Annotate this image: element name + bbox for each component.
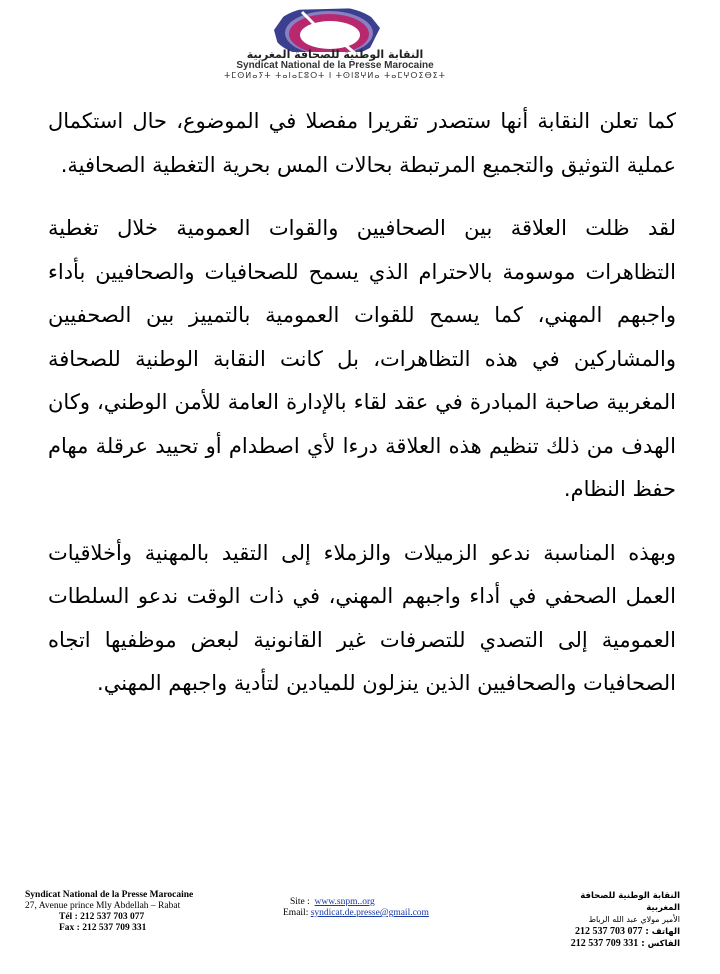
email-label: Email: <box>283 908 309 918</box>
org-name-french: Syndicat National de la Presse Marocaine <box>236 60 434 71</box>
org-name-tifinagh: ⵜⵎⵙⵍⴰⵢⵜ ⵜⴰⵏⴰⵎⵓⵔⵜ ⵏ ⵜⵙⵏⵓⵖⵍⴰ ⵜⴰⵎⵖⵔⵉⴱⵉⵜ <box>224 71 446 80</box>
footer-tel-fr: Tél : 212 537 703 077 <box>59 912 145 922</box>
footer-address-ar: الأمير مولاي عبد الله الرباط <box>588 915 680 924</box>
footer-web-contact <box>283 897 483 919</box>
tel-label-ar: الهاتف : <box>645 927 680 937</box>
fax-number-ar: 212 537 709 331 <box>570 938 639 949</box>
footer-address-fr: 27, Avenue prince Mly Abdellah – Rabat <box>25 901 181 911</box>
site-link[interactable]: www.snpm..org <box>314 897 375 907</box>
letterhead <box>0 0 720 90</box>
fax-label-ar: الفاكس : <box>641 939 680 949</box>
org-name-arabic: النقابة الوطنية للصحافة المغربية <box>246 48 424 61</box>
letterhead-org-names <box>220 49 450 81</box>
paragraph-report: كما تعلن النقابة أنها ستصدر تقريرا مفصلا في الموضوع، حال استكمال عملية التوثيق والتجميع المرتبطة بحالات المس بحرية التغطية الصحافية. <box>48 109 676 177</box>
letter-footer <box>0 880 720 974</box>
tel-number-ar: 212 537 703 077 <box>574 926 643 937</box>
footer-fax-ar <box>560 938 680 950</box>
footer-org-name-fr: Syndicat National de la Presse Marocaine <box>25 890 194 900</box>
paragraph-relationship: لقد ظلت العلاقة بين الصحافيين والقوات العمومية خلال تغطية التظاهرات موسومة بالاحترام الذي يسمح للصحافيات والصحافيين بأداء واجبهم المهني، كما يسمح للقوات العمومية بالتمييز بين الصحفيين والمشاركين في هذه التظاهرات، بل كانت النقابة الوطنية للصحافة المغربية صاحبة المبادرة في عقد لقاء بالإدارة العامة للأمن الوطني، وكان الهدف من ذلك تنظيم هذه العلاقة درءا لأي اصطدام أو تحييد عرقلة مهام حفظ النظام. <box>48 216 676 501</box>
footer-site-row <box>283 897 483 908</box>
footer-email-row <box>283 908 483 919</box>
email-link[interactable]: syndicat.de.presse@gmail.com <box>310 908 429 918</box>
paragraph-call-to-action: وبهذه المناسبة ندعو الزميلات والزملاء إلى التقيد بالمهنية وأخلاقيات العمل الصحفي في أداء واجبهم المهني، في ذات الوقت ندعو السلطات العمومية إلى التصدي للتصرفات غير القانونية لبعض موظفيها اتجاه الصحافيات والصحافيين الذين ينزلون للميادين لتأدية واجبهم المهني. <box>48 540 676 695</box>
footer-org-name-ar: النقابة الوطنية للصحافة المغربية <box>580 891 680 913</box>
footer-contact-french <box>25 890 245 934</box>
site-label: Site : <box>290 897 310 907</box>
footer-contact-arabic <box>560 890 680 950</box>
footer-tel-ar <box>560 926 680 938</box>
footer-fax-fr: Fax : 212 537 709 331 <box>59 923 147 933</box>
letter-body <box>48 100 676 726</box>
snpm-ring-logo-icon <box>272 6 382 54</box>
